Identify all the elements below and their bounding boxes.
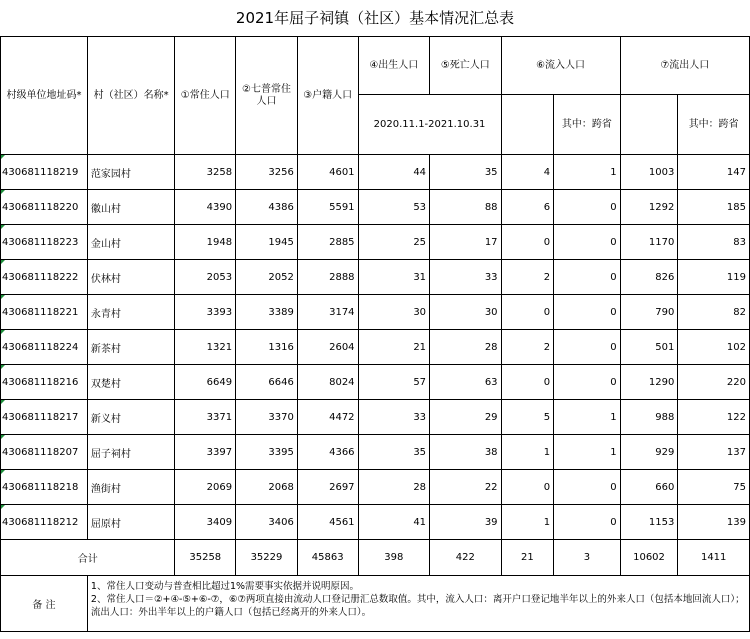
cell-resident: 2069 [175,470,236,505]
header-outflow-cross: 其中：跨省 [678,95,750,155]
cell-inflow: 4 [501,155,554,190]
cell-inflow: 0 [501,225,554,260]
notes-label: 备 注 [1,576,88,632]
cell-births: 21 [358,330,430,365]
cell-census7: 3389 [236,295,298,330]
cell-name: 伏林村 [87,260,174,295]
header-births: ④出生人口 [358,37,430,95]
cell-census7: 1945 [236,225,298,260]
cell-deaths: 30 [430,295,502,330]
notes-row [1,576,750,632]
cell-code: 430681118222 [1,260,88,295]
table-row [1,400,750,435]
cell-deaths: 28 [430,330,502,365]
cell-name: 新义村 [87,400,174,435]
cell-deaths: 38 [430,435,502,470]
cell-census7: 2052 [236,260,298,295]
table-row [1,470,750,505]
cell-household: 2697 [297,470,358,505]
cell-resident: 1948 [175,225,236,260]
totals-label: 合计 [1,540,175,576]
cell-inflow: 2 [501,330,554,365]
cell-inflow-cross: 0 [554,225,621,260]
cell-census7: 1316 [236,330,298,365]
cell-inflow-cross: 1 [554,155,621,190]
cell-births: 31 [358,260,430,295]
cell-name: 屈子祠村 [87,435,174,470]
total-household: 45863 [297,540,358,576]
cell-outflow: 790 [620,295,678,330]
cell-outflow: 826 [620,260,678,295]
table-row [1,330,750,365]
cell-deaths: 63 [430,365,502,400]
cell-household: 4472 [297,400,358,435]
cell-resident: 3409 [175,505,236,540]
cell-code: 430681118224 [1,330,88,365]
cell-household: 2604 [297,330,358,365]
header-code: 村级单位地址码* [1,37,88,155]
cell-resident: 3258 [175,155,236,190]
cell-inflow-cross: 0 [554,295,621,330]
cell-outflow-cross: 75 [678,470,750,505]
cell-name: 范家园村 [87,155,174,190]
total-outflow-cross: 1411 [678,540,750,576]
total-inflow-cross: 3 [554,540,621,576]
cell-inflow: 5 [501,400,554,435]
note-line-2: 2、常住人口＝②+④-⑤+⑥-⑦，⑥⑦两项直接由流动人口登记册汇总数取值。其中，流入人口：离开户口登记地半年以上的外来人口（包括本地回流人口）；流出人口：外出半年以上的户籍人口（包括已经离开的外来人口）。 [90,594,745,618]
cell-outflow-cross: 137 [678,435,750,470]
table-row [1,505,750,540]
cell-inflow-cross: 0 [554,260,621,295]
cell-household: 4561 [297,505,358,540]
cell-census7: 6646 [236,365,298,400]
cell-births: 41 [358,505,430,540]
cell-inflow: 1 [501,435,554,470]
cell-outflow: 1153 [620,505,678,540]
cell-census7: 2068 [236,470,298,505]
cell-births: 25 [358,225,430,260]
cell-outflow-cross: 220 [678,365,750,400]
header-census7: ②七普常住人口 [236,37,298,155]
cell-inflow: 2 [501,260,554,295]
header-inflow-total-blank [501,95,554,155]
cell-births: 57 [358,365,430,400]
cell-inflow-cross: 1 [554,400,621,435]
cell-code: 430681118219 [1,155,88,190]
header-household: ③户籍人口 [297,37,358,155]
cell-code: 430681118221 [1,295,88,330]
header-outflow-total-blank [620,95,678,155]
total-inflow: 21 [501,540,554,576]
cell-code: 430681118220 [1,190,88,225]
cell-outflow-cross: 82 [678,295,750,330]
cell-outflow-cross: 83 [678,225,750,260]
cell-name: 新茶村 [87,330,174,365]
cell-deaths: 29 [430,400,502,435]
cell-code: 430681118223 [1,225,88,260]
total-births: 398 [358,540,430,576]
cell-inflow: 0 [501,365,554,400]
total-deaths: 422 [430,540,502,576]
cell-deaths: 88 [430,190,502,225]
total-census7: 35229 [236,540,298,576]
cell-births: 53 [358,190,430,225]
cell-outflow-cross: 185 [678,190,750,225]
cell-name: 金山村 [87,225,174,260]
cell-outflow-cross: 119 [678,260,750,295]
cell-births: 44 [358,155,430,190]
cell-outflow-cross: 122 [678,400,750,435]
cell-name: 徽山村 [87,190,174,225]
cell-inflow: 1 [501,505,554,540]
cell-name: 屈原村 [87,505,174,540]
header-deaths: ⑤死亡人口 [430,37,502,95]
cell-census7: 3370 [236,400,298,435]
table-row [1,260,750,295]
cell-name: 渔街村 [87,470,174,505]
cell-resident: 4390 [175,190,236,225]
cell-deaths: 22 [430,470,502,505]
cell-household: 8024 [297,365,358,400]
header-resident: ①常住人口 [175,37,236,155]
cell-births: 33 [358,400,430,435]
cell-resident: 3393 [175,295,236,330]
cell-inflow: 0 [501,470,554,505]
cell-resident: 3397 [175,435,236,470]
cell-resident: 3371 [175,400,236,435]
cell-inflow-cross: 0 [554,470,621,505]
cell-inflow-cross: 0 [554,330,621,365]
cell-deaths: 33 [430,260,502,295]
cell-deaths: 17 [430,225,502,260]
cell-outflow-cross: 147 [678,155,750,190]
table-row [1,295,750,330]
notes-content [87,576,749,632]
cell-inflow-cross: 0 [554,505,621,540]
cell-births: 28 [358,470,430,505]
cell-outflow: 1003 [620,155,678,190]
cell-resident: 1321 [175,330,236,365]
table-row [1,435,750,470]
cell-inflow: 6 [501,190,554,225]
cell-outflow: 929 [620,435,678,470]
cell-code: 430681118212 [1,505,88,540]
cell-code: 430681118218 [1,470,88,505]
cell-outflow-cross: 102 [678,330,750,365]
cell-deaths: 35 [430,155,502,190]
table-row [1,155,750,190]
cell-name: 永青村 [87,295,174,330]
table-row [1,225,750,260]
table-row [1,190,750,225]
cell-outflow: 1292 [620,190,678,225]
cell-outflow: 1290 [620,365,678,400]
cell-household: 2885 [297,225,358,260]
cell-outflow: 501 [620,330,678,365]
cell-code: 430681118217 [1,400,88,435]
cell-inflow-cross: 1 [554,435,621,470]
totals-row [1,540,750,576]
cell-outflow: 988 [620,400,678,435]
cell-inflow-cross: 0 [554,365,621,400]
cell-outflow: 660 [620,470,678,505]
cell-code: 430681118207 [1,435,88,470]
cell-household: 3174 [297,295,358,330]
cell-births: 35 [358,435,430,470]
cell-outflow: 1170 [620,225,678,260]
cell-household: 5591 [297,190,358,225]
header-inflow-cross: 其中：跨省 [554,95,621,155]
cell-code: 430681118216 [1,365,88,400]
cell-inflow: 0 [501,295,554,330]
page-title: 2021年屈子祠镇（社区）基本情况汇总表 [235,9,515,27]
total-resident: 35258 [175,540,236,576]
header-inflow: ⑥流入人口 [501,37,620,95]
table-row [1,365,750,400]
cell-household: 4366 [297,435,358,470]
cell-resident: 2053 [175,260,236,295]
cell-census7: 3406 [236,505,298,540]
total-outflow: 10602 [620,540,678,576]
note-line-1: 1、常住人口变动与普查相比超过1%需要事实依据并说明原因。 [90,581,360,592]
cell-resident: 6649 [175,365,236,400]
cell-outflow-cross: 139 [678,505,750,540]
cell-census7: 3395 [236,435,298,470]
cell-name: 双楚村 [87,365,174,400]
cell-census7: 4386 [236,190,298,225]
cell-inflow-cross: 0 [554,190,621,225]
header-period: 2020.11.1-2021.10.31 [358,95,501,155]
cell-deaths: 39 [430,505,502,540]
header-outflow: ⑦流出人口 [620,37,749,95]
cell-births: 30 [358,295,430,330]
cell-household: 4601 [297,155,358,190]
cell-household: 2888 [297,260,358,295]
summary-table [0,36,750,632]
data-rows [1,155,750,540]
cell-census7: 3256 [236,155,298,190]
header-name: 村（社区）名称* [87,37,174,155]
